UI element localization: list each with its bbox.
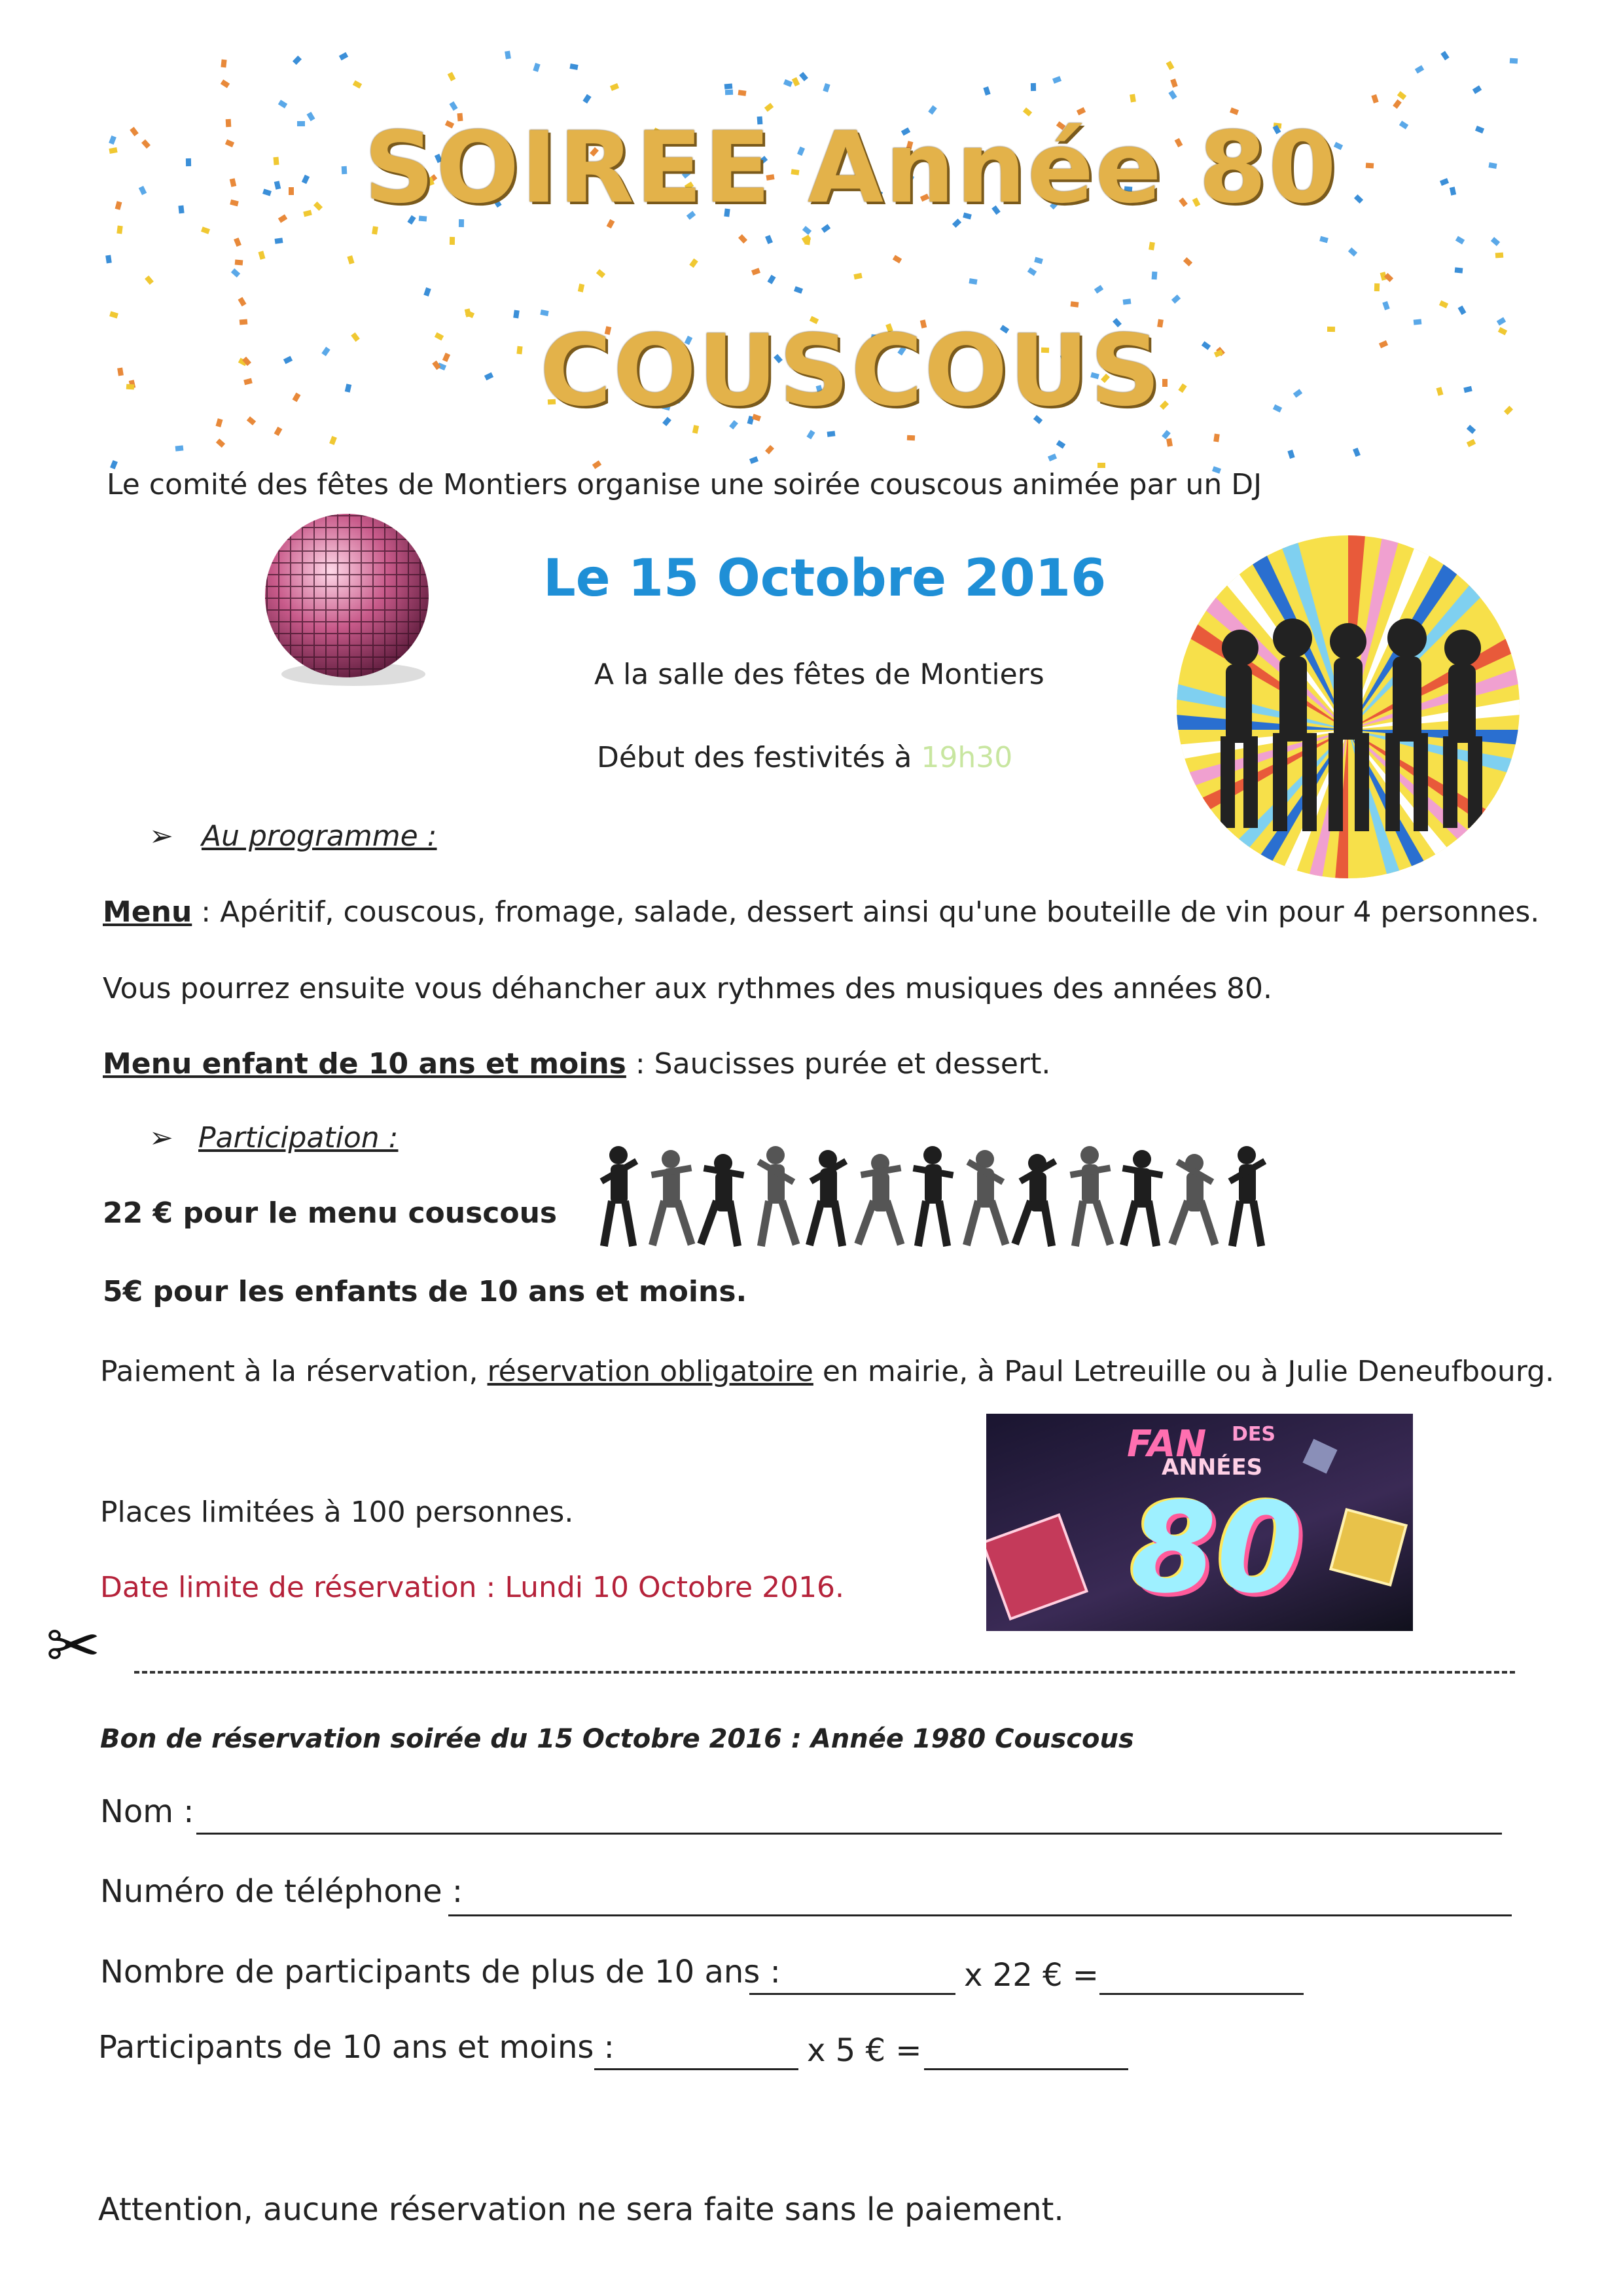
confetti-piece: [794, 286, 803, 294]
confetti-piece: [274, 238, 283, 245]
badge-annees-text: ANNÉES: [1162, 1454, 1263, 1480]
adults-multiplier: x 22 € =: [964, 1957, 1099, 1994]
confetti-piece: [751, 268, 760, 276]
confetti-piece: [738, 90, 747, 96]
confetti-piece: [1415, 65, 1424, 73]
name-label: Nom :: [100, 1793, 194, 1830]
confetti-piece: [1320, 236, 1329, 243]
payment-suffix: en mairie, à Paul Letreuille ou à Julie Deneufbourg.: [822, 1355, 1555, 1388]
payment-line: [100, 1355, 1554, 1390]
form-heading: Bon de réservation soirée du 15 Octobre 2016 : Année 1980 Couscous: [100, 1724, 1134, 1754]
confetti-piece: [1397, 91, 1406, 100]
confetti-piece: [1094, 285, 1103, 293]
confetti-piece: [450, 101, 458, 111]
confetti-piece: [1031, 83, 1036, 91]
start-label: Début des festivités à: [597, 741, 912, 774]
confetti-piece: [234, 238, 241, 247]
dancers-circle-image: [1175, 533, 1522, 880]
adult-price: 22 € pour le menu couscous: [103, 1196, 558, 1230]
confetti-piece: [274, 427, 282, 436]
confetti-piece: [238, 297, 246, 306]
confetti-piece: [1393, 99, 1402, 109]
confetti-piece: [1097, 463, 1105, 468]
deadline-text: Date limite de réservation : Lundi 10 Octobre 2016.: [100, 1571, 845, 1604]
confetti-piece: [1455, 236, 1465, 244]
payment-prefix: Paiement à la réservation,: [100, 1355, 478, 1388]
confetti-piece: [1183, 257, 1192, 266]
badge-number: 80: [1130, 1476, 1304, 1621]
kids-count-field[interactable]: [594, 2068, 798, 2070]
confetti-piece: [1213, 434, 1220, 442]
confetti-piece: [1374, 283, 1379, 291]
start-line: [597, 741, 1012, 776]
badge-des-text: DES: [1232, 1423, 1276, 1446]
confetti-piece: [596, 269, 605, 278]
payment-warning: Attention, aucune réservation ne sera faite sans le paiement.: [98, 2191, 1064, 2228]
kids-multiplier: x 5 € =: [807, 2032, 922, 2069]
confetti-piece: [1149, 242, 1155, 250]
confetti-piece: [533, 63, 540, 72]
confetti-piece: [689, 259, 698, 268]
menu-line: [103, 895, 1539, 930]
confetti-piece: [969, 278, 977, 285]
confetti-piece: [749, 456, 758, 464]
confetti-piece: [1052, 76, 1061, 84]
confetti-piece: [1027, 267, 1036, 276]
confetti-piece: [145, 275, 154, 284]
confetti-piece: [783, 79, 793, 87]
places-text: Places limitées à 100 personnes.: [100, 1496, 574, 1529]
confetti-piece: [1382, 302, 1389, 311]
start-time: 19h30: [921, 741, 1013, 774]
kids-menu-text: : Saucisses purée et dessert.: [635, 1047, 1051, 1081]
adults-total-field[interactable]: [1099, 1993, 1304, 1995]
menu-label: Menu: [103, 895, 192, 929]
confetti-piece: [353, 81, 362, 89]
name-field[interactable]: [196, 1833, 1502, 1835]
confetti-piece: [231, 268, 240, 278]
confetti-piece: [569, 63, 578, 70]
confetti-piece: [1441, 51, 1450, 60]
title-line-2: COUSCOUS: [539, 314, 1162, 428]
kids-menu-line: [103, 1047, 1050, 1082]
confetti-piece: [1166, 61, 1175, 70]
confetti-piece: [175, 445, 183, 451]
confetti-piece: [216, 439, 225, 448]
confetti-piece: [1048, 454, 1057, 461]
cube-icon: [1329, 1508, 1408, 1587]
confetti-piece: [792, 77, 800, 86]
intro-text: Le comité des fêtes de Montiers organise une soirée couscous animée par un DJ: [107, 468, 1262, 501]
confetti-piece: [853, 273, 862, 279]
confetti-piece: [339, 52, 348, 60]
cube-icon: [986, 1513, 1088, 1621]
confetti-piece: [1491, 237, 1500, 246]
confetti-piece: [449, 237, 454, 245]
kids-label: Participants de 10 ans et moins :: [98, 2029, 615, 2066]
cut-dashed-line: [134, 1671, 1515, 1674]
confetti-piece: [765, 445, 774, 454]
confetti-piece: [1439, 300, 1448, 308]
confetti-piece: [1384, 273, 1393, 282]
confetti-piece: [221, 79, 230, 88]
confetti-piece: [235, 259, 243, 265]
badge-fan-text: FAN: [1127, 1423, 1207, 1465]
confetti-piece: [372, 226, 378, 235]
confetti-piece: [259, 251, 266, 260]
confetti-piece: [221, 60, 226, 68]
confetti-piece: [278, 100, 287, 109]
dance-text: Vous pourrez ensuite vous déhancher aux rythmes des musiques des années 80.: [103, 972, 1273, 1005]
confetti-piece: [292, 56, 301, 65]
confetti-piece: [1123, 298, 1132, 304]
confetti-piece: [907, 435, 915, 440]
confetti-piece: [724, 84, 732, 90]
confetti-piece: [764, 103, 773, 112]
confetti-piece: [983, 86, 990, 96]
confetti-piece: [1457, 306, 1466, 315]
confetti-piece: [823, 83, 830, 92]
confetti-piece: [1071, 301, 1079, 307]
adults-label: Nombre de participants de plus de 10 ans :: [100, 1954, 781, 1990]
child-price: 5€ pour les enfants de 10 ans et moins.: [103, 1275, 747, 1308]
confetti-piece: [806, 430, 815, 439]
confetti-piece: [1510, 58, 1518, 64]
confetti-piece: [1056, 440, 1065, 448]
confetti-piece: [725, 90, 733, 95]
confetti-piece: [1467, 439, 1476, 447]
confetti-piece: [1495, 252, 1504, 258]
confetti-piece: [1171, 295, 1181, 304]
confetti-piece: [768, 275, 776, 284]
confetti-piece: [201, 226, 210, 234]
confetti-piece: [827, 431, 835, 437]
confetti-piece: [1353, 448, 1361, 457]
confetti-piece: [348, 255, 355, 264]
confetti-piece: [105, 255, 112, 263]
confetti-piece: [116, 225, 122, 234]
confetti-piece: [893, 255, 902, 263]
confetti-piece: [505, 50, 511, 59]
confetti-piece: [448, 71, 456, 81]
payment-required: réservation obligatoire: [487, 1355, 813, 1388]
confetti-piece: [577, 283, 584, 292]
confetti-piece: [1170, 79, 1177, 88]
kids-menu-label: Menu enfant de 10 ans et moins: [103, 1047, 626, 1081]
confetti-piece: [1034, 257, 1043, 264]
confetti-piece: [802, 226, 812, 236]
confetti-piece: [1287, 450, 1294, 459]
confetti-piece: [582, 94, 591, 103]
confetti-piece: [1455, 268, 1463, 274]
confetti-piece: [1168, 90, 1177, 99]
title-line-1: SOIREE Année 80: [363, 111, 1338, 225]
cube-icon: [1302, 1439, 1337, 1473]
confetti-piece: [1348, 247, 1357, 257]
confetti-piece: [1130, 94, 1136, 103]
disco-ball-image: [255, 504, 445, 694]
bullet-arrow-icon: ➢: [149, 1121, 173, 1155]
confetti-piece: [799, 72, 808, 81]
confetti-piece: [329, 436, 337, 445]
confetti-piece: [805, 236, 812, 245]
fan-annees-80-badge: [986, 1414, 1413, 1631]
confetti-piece: [424, 287, 431, 296]
confetti-piece: [1372, 94, 1379, 103]
bullet-arrow-icon: ➢: [149, 819, 173, 853]
confetti-piece: [610, 83, 619, 91]
adults-count-field[interactable]: [749, 1993, 955, 1995]
programme-heading: Au programme :: [202, 819, 437, 853]
kids-total-field[interactable]: [924, 2068, 1128, 2070]
confetti-piece: [1166, 438, 1173, 446]
menu-text: : Apéritif, couscous, fromage, salade, dessert ainsi qu'une bouteille de vin pour 4 personnes.: [201, 895, 1540, 929]
event-date: Le 15 Octobre 2016: [543, 549, 1107, 608]
phone-label: Numéro de téléphone :: [100, 1873, 463, 1910]
confetti-piece: [765, 235, 773, 244]
dancers-silhouettes-image: [586, 1136, 1293, 1253]
confetti-piece: [1472, 86, 1482, 94]
venue-text: A la salle des fêtes de Montiers: [594, 658, 1044, 691]
phone-field[interactable]: [448, 1914, 1512, 1916]
confetti-piece: [1151, 272, 1157, 280]
participation-heading: Participation :: [198, 1121, 399, 1155]
scissors-icon: ✂: [46, 1607, 101, 1684]
confetti-piece: [738, 234, 747, 243]
